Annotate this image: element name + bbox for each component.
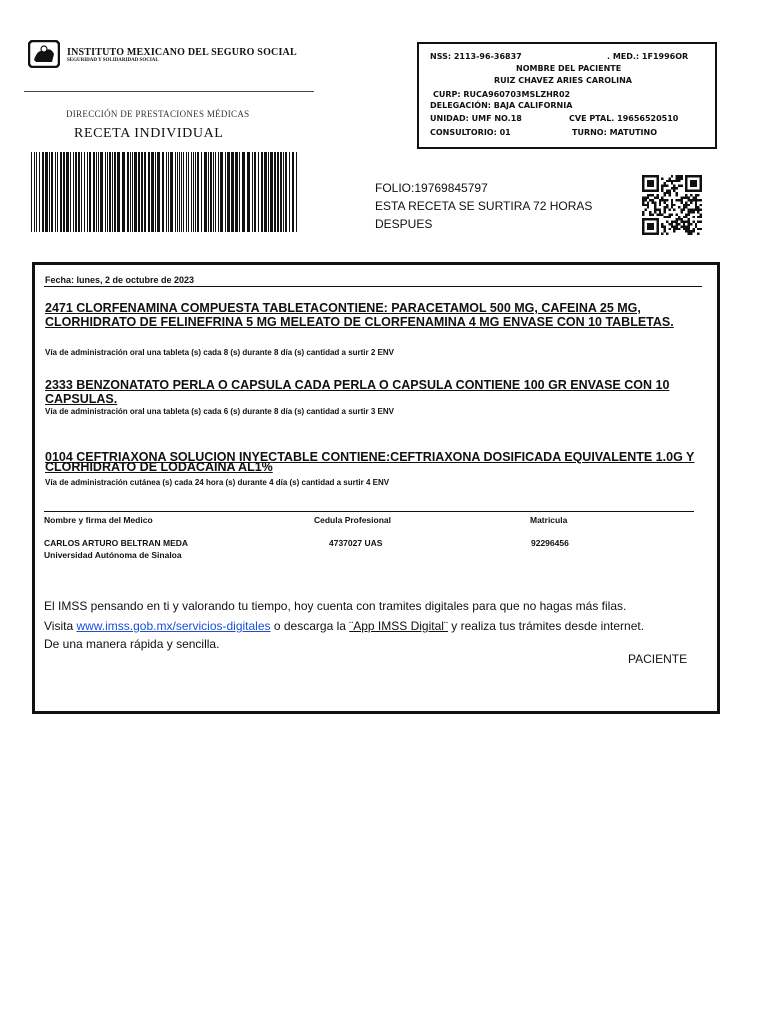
patient-turno: TURNO: MATUTINO	[572, 128, 658, 137]
imss-logo	[28, 40, 60, 68]
doctor-name-header: Nombre y firma del Medico	[44, 515, 153, 525]
header-divider	[24, 91, 314, 92]
footer-closing: De una manera rápida y sencilla.	[44, 637, 220, 651]
medication-title: 0104 CEFTRIAXONA SOLUCION INYECTABLE CONTIENE:CEFTRIAXONA DOSIFICADA EQUIVALENTE 1.0G Y CLORHIDRATO DE LODACAINA AL1%	[45, 450, 695, 474]
signature-divider	[44, 511, 694, 512]
patient-name-label: NOMBRE DEL PACIENTE	[516, 64, 622, 73]
footer-visit-suffix: y realiza tus trámites desde internet.	[447, 619, 645, 633]
folio-number: FOLIO:19769845797	[375, 181, 488, 195]
app-imss-digital-label: ¨App IMSS Digital¨	[349, 619, 448, 633]
department-label: DIRECCIÓN DE PRESTACIONES MÉDICAS	[66, 109, 250, 119]
patient-info-box	[417, 42, 717, 149]
medication-instructions: Vía de administración oral una tableta (s) cada 8 (s) durante 8 día (s) cantidad a surtir 2 ENV	[45, 348, 394, 357]
folio-note-line2: DESPUES	[375, 217, 433, 231]
patient-consultorio: CONSULTORIO: 01	[430, 128, 511, 137]
doctor-cedula: 4737027 UAS	[329, 538, 383, 548]
footer-message: El IMSS pensando en ti y valorando tu tiempo, hoy cuenta con tramites digitales para que no hagas más filas.	[44, 599, 627, 613]
cedula-header: Cedula Profesional	[314, 515, 391, 525]
medication-title: 2333 BENZONATATO PERLA O CAPSULA CADA PERLA O CAPSULA CONTIENE 100 GR ENVASE CON 10 CAPSULAS.	[45, 378, 670, 406]
medication-instructions: Vía de administración oral una tableta (s) cada 6 (s) durante 8 día (s) cantidad a surtir 3 ENV	[45, 407, 394, 416]
date-divider	[44, 286, 702, 287]
barcode-image	[31, 152, 300, 232]
document-title: RECETA INDIVIDUAL	[74, 126, 224, 141]
patient-name: RUIZ CHAVEZ ARIES CAROLINA	[494, 76, 632, 85]
doctor-name: CARLOS ARTURO BELTRAN MEDA	[44, 538, 189, 548]
qr-code-image	[642, 175, 702, 235]
institution-tagline: SEGURIDAD Y SOLIDARIDAD SOCIAL	[67, 58, 159, 63]
footer-visit-line	[44, 619, 644, 633]
footer-visit-mid: o descarga la	[270, 619, 350, 633]
patient-med: . MED.: 1F1996OR	[607, 52, 689, 61]
footer-visit-prefix: Visita	[44, 619, 77, 633]
prescription-date: Fecha: lunes, 2 de octubre de 2023	[45, 275, 195, 285]
doctor-matricula: 92296456	[531, 538, 569, 548]
patient-delegacion: DELEGACIÓN: BAJA CALIFORNIA	[430, 101, 573, 110]
patient-nss: NSS: 2113-96-36837	[430, 52, 522, 61]
matricula-header: Matricula	[530, 515, 568, 525]
doctor-university: Universidad Autónoma de Sinaloa	[44, 550, 182, 560]
institution-name: INSTITUTO MEXICANO DEL SEGURO SOCIAL	[67, 47, 297, 58]
patient-unidad: UNIDAD: UMF NO.18	[430, 114, 522, 123]
patient-cve-ptal: CVE PTAL. 19656520510	[569, 114, 679, 123]
medication-instructions: Vía de administración cutánea (s) cada 24 hora (s) durante 4 día (s) cantidad a surtir 4 ENV	[45, 478, 390, 487]
medication-title: 2471 CLORFENAMINA COMPUESTA TABLETACONTIENE: PARACETAMOL 500 MG, CAFEINA 25 MG, CLORHIDRATO DE FELINEFRINA 5 MG MELEATO DE CLORFENAMINA 4 MG ENVASE CON 10 TABLETAS.	[45, 301, 674, 329]
copy-label: PACIENTE	[628, 652, 688, 666]
folio-note-line1: ESTA RECETA SE SURTIRA 72 HORAS	[375, 199, 593, 213]
patient-curp: CURP: RUCA960703MSLZHR02	[433, 90, 571, 99]
imss-digital-services-link[interactable]: www.imss.gob.mx/servicios-digitales	[76, 619, 271, 633]
